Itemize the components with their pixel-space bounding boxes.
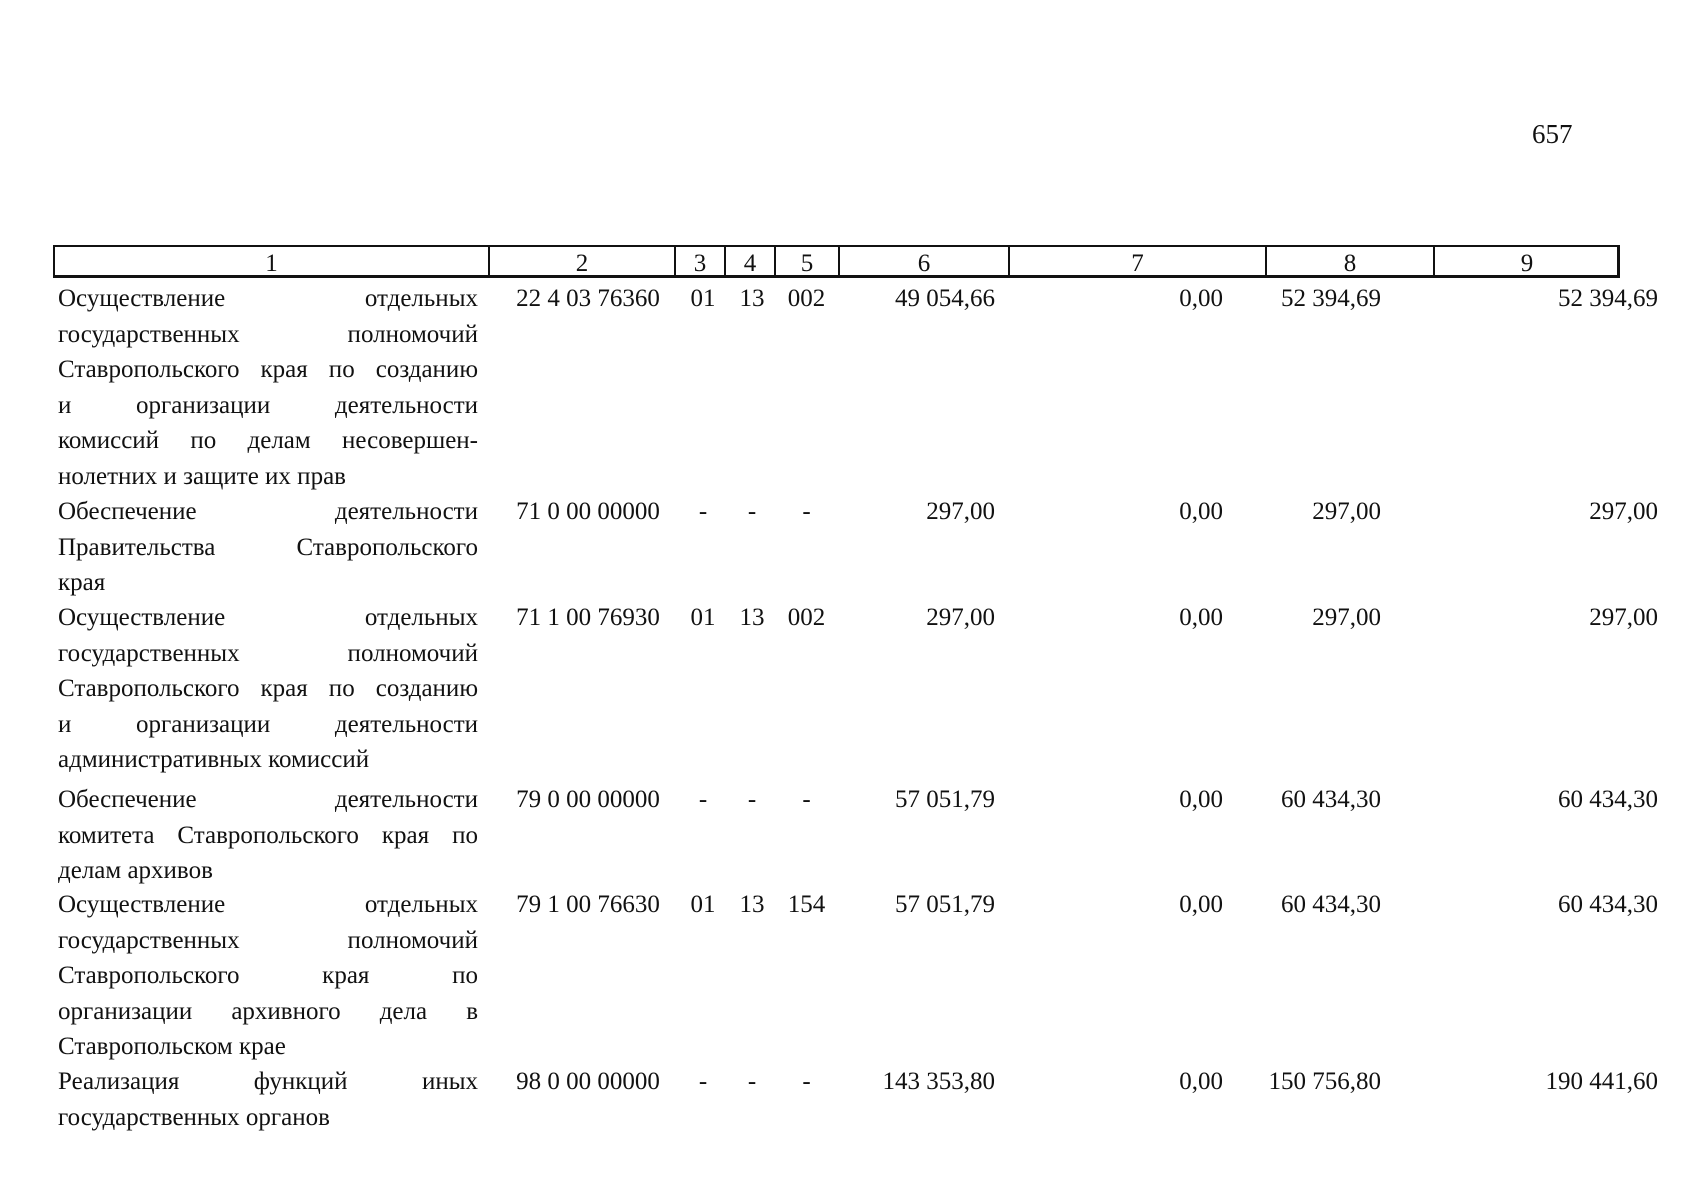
description-line: и организации деятельности bbox=[58, 391, 478, 419]
row-value-col8: 60 434,30 bbox=[1281, 786, 1381, 813]
row-target-code: 79 0 00 00000 bbox=[516, 786, 660, 813]
header-col-3: 3 bbox=[676, 247, 726, 275]
row-description bbox=[58, 494, 478, 601]
row-expense-type: 002 bbox=[787, 285, 826, 312]
row-section: 01 bbox=[690, 285, 716, 312]
description-line: Ставропольского края по созданию bbox=[58, 675, 478, 702]
description-line: Обеспечение деятельности bbox=[58, 498, 478, 525]
row-value-col8: 297,00 bbox=[1312, 498, 1381, 525]
row-description bbox=[58, 281, 478, 494]
row-value-col8: 150 756,80 bbox=[1268, 1068, 1381, 1095]
row-value-col6: 297,00 bbox=[926, 498, 995, 525]
description-line: делам архивов bbox=[58, 857, 213, 884]
row-subsection: - bbox=[747, 786, 757, 813]
row-value-col8: 52 394,69 bbox=[1281, 285, 1381, 312]
row-value-col9: 190 441,60 bbox=[1545, 1068, 1658, 1095]
description-line: государственных полномочий bbox=[58, 926, 478, 954]
row-target-code: 71 1 00 76930 bbox=[516, 604, 660, 631]
row-target-code: 98 0 00 00000 bbox=[516, 1068, 660, 1095]
row-value-col9: 52 394,69 bbox=[1558, 285, 1658, 312]
description-line: Осуществление отдельных bbox=[58, 604, 478, 631]
page-number: 657 bbox=[1532, 119, 1573, 149]
description-line: государственных полномочий bbox=[58, 320, 478, 348]
row-subsection: - bbox=[747, 498, 757, 525]
description-line: организации архивного дела в bbox=[58, 997, 478, 1025]
description-line: административных комиссий bbox=[58, 746, 370, 773]
description-line: государственных органов bbox=[58, 1103, 330, 1131]
row-value-col7: 0,00 bbox=[1179, 604, 1223, 631]
header-col-7: 7 bbox=[1010, 247, 1267, 275]
description-line: Ставропольского края по bbox=[58, 962, 478, 989]
row-description bbox=[58, 887, 478, 1065]
row-value-col8: 60 434,30 bbox=[1281, 891, 1381, 918]
header-col-6: 6 bbox=[840, 247, 1010, 275]
row-value-col9: 60 434,30 bbox=[1558, 891, 1658, 918]
description-line: и организации деятельности bbox=[58, 710, 478, 738]
row-section: - bbox=[698, 1068, 708, 1095]
row-description bbox=[58, 600, 478, 778]
description-line: Ставропольского края по созданию bbox=[58, 356, 478, 383]
row-value-col7: 0,00 bbox=[1179, 285, 1223, 312]
row-subsection: 13 bbox=[739, 285, 765, 312]
description-line: комиссий по делам несовершен- bbox=[58, 427, 478, 454]
row-description bbox=[58, 782, 478, 889]
header-col-5: 5 bbox=[776, 247, 840, 275]
header-col-9: 9 bbox=[1520, 250, 1534, 277]
row-value-col9: 60 434,30 bbox=[1558, 786, 1658, 813]
row-expense-type: - bbox=[802, 786, 811, 813]
description-line: комитета Ставропольского края по bbox=[58, 821, 478, 849]
row-value-col8: 297,00 bbox=[1312, 604, 1381, 631]
header-col-4: 4 bbox=[726, 247, 776, 275]
description-line: края bbox=[58, 569, 106, 596]
table-header bbox=[53, 245, 1620, 278]
description-line: Обеспечение деятельности bbox=[58, 786, 478, 813]
description-line: государственных полномочий bbox=[58, 639, 478, 667]
row-value-col7: 0,00 bbox=[1179, 786, 1223, 813]
description-line: Осуществление отдельных bbox=[58, 285, 478, 312]
row-target-code: 22 4 03 76360 bbox=[516, 285, 660, 312]
row-subsection: 13 bbox=[739, 604, 765, 631]
row-value-col7: 0,00 bbox=[1179, 498, 1223, 525]
row-value-col6: 143 353,80 bbox=[882, 1068, 995, 1095]
description-line: нолетних и защите их прав bbox=[58, 462, 346, 490]
row-value-col6: 57 051,79 bbox=[895, 786, 995, 813]
header-col-2: 2 bbox=[490, 247, 676, 275]
row-value-col6: 49 054,66 bbox=[895, 285, 995, 312]
row-expense-type: 154 bbox=[787, 891, 826, 918]
row-expense-type: - bbox=[802, 498, 811, 525]
row-section: - bbox=[698, 786, 708, 813]
row-subsection: 13 bbox=[739, 891, 765, 918]
header-col-8: 8 bbox=[1267, 247, 1435, 275]
description-line: Реализация функций иных bbox=[58, 1068, 478, 1095]
row-target-code: 79 1 00 76630 bbox=[516, 891, 660, 918]
row-expense-type: 002 bbox=[787, 604, 826, 631]
row-section: - bbox=[698, 498, 708, 525]
row-subsection: - bbox=[747, 1068, 757, 1095]
description-line: Ставропольском крае bbox=[58, 1033, 286, 1060]
row-description bbox=[58, 1064, 478, 1135]
row-value-col9: 297,00 bbox=[1589, 604, 1658, 631]
row-expense-type: - bbox=[802, 1068, 811, 1095]
description-line: Правительства Ставропольского bbox=[58, 533, 478, 561]
row-value-col9: 297,00 bbox=[1589, 498, 1658, 525]
row-section: 01 bbox=[690, 604, 716, 631]
row-section: 01 bbox=[690, 891, 716, 918]
description-line: Осуществление отдельных bbox=[58, 891, 478, 918]
header-col-1: 1 bbox=[55, 247, 490, 275]
row-value-col7: 0,00 bbox=[1179, 1068, 1223, 1095]
row-value-col6: 297,00 bbox=[926, 604, 995, 631]
row-value-col6: 57 051,79 bbox=[895, 891, 995, 918]
row-value-col7: 0,00 bbox=[1179, 891, 1223, 918]
row-target-code: 71 0 00 00000 bbox=[516, 498, 660, 525]
